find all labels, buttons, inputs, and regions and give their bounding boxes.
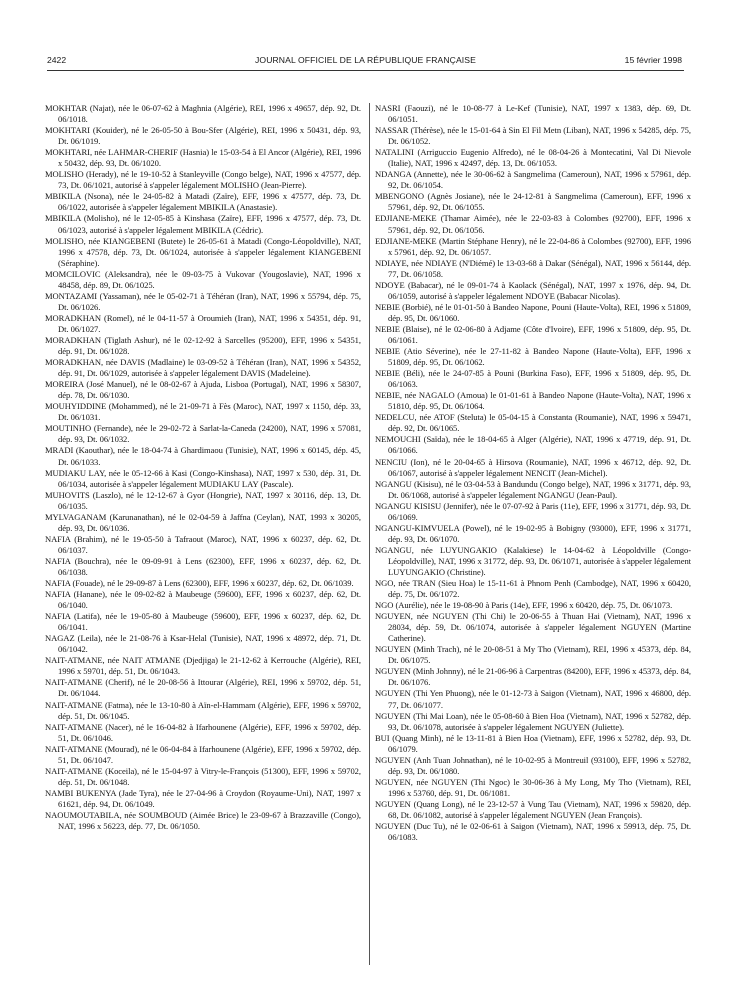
decree-entry: MYLVAGANAM (Karunanathan), né le 02-04-59 à Jaffna (Ceylan), NAT, 1993 x 30205, dép. 93, Dt. 06/1036. (45, 511, 361, 533)
decree-entry: MORADKHAN, née DAVIS (Madlaine) le 03-09-52 à Téhéran (Iran), NAT, 1996 x 54352, dép. 91, Dt. 06/1029, autorisée à s'appeler légalement DAVIS (Madeleine). (45, 357, 361, 379)
decree-entry: NGUYEN, née NGUYEN (Thi Chi) le 20-06-55 à Thuan Hai (Vietnam), NAT, 1996 x 28034, dép. 59, Dt. 06/1074, autorisée à s'appeler légalement NGUYEN (Martine Catherine). (375, 611, 691, 644)
decree-entry: NEBIE (Blaise), né le 02-06-80 à Adjame (Côte d'Ivoire), EFF, 1996 x 51809, dép. 95, Dt. 06/1061. (375, 323, 691, 345)
decree-entry: NAIT-ATMANE (Nacer), né le 16-04-82 à Ifarhounene (Algérie), EFF, 1996 x 59702, dép. 51, Dt. 06/1046. (45, 721, 361, 743)
decree-entry: NAIT-ATMANE (Fatma), née le 13-10-80 à Aïn-el-Hammam (Algérie), EFF, 1996 x 59702, dép. 51, Dt. 06/1045. (45, 699, 361, 721)
left-column (45, 103, 361, 983)
decree-entry: NAFIA (Hanane), née le 09-02-82 à Maubeuge (59600), EFF, 1996 x 60237, dép. 62, Dt. 06/1040. (45, 589, 361, 611)
decree-entry: NGUYEN (Anh Tuan Johnathan), né le 10-02-95 à Montreuil (93100), EFF, 1996 x 52782, dép. 93, Dt. 06/1080. (375, 754, 691, 776)
decree-entry: NAIT-ATMANE (Cherif), né le 20-08-56 à Ittourar (Algérie), REI, 1996 x 59702, dép. 51, Dt. 06/1044. (45, 677, 361, 699)
decree-entry: NEBIE (Borbié), né le 01-01-50 à Bandeo Napone, Pouni (Haute-Volta), REI, 1996 x 51809, dép. 95, Dt. 06/1060. (375, 301, 691, 323)
decree-entry: MORADKHAN (Romel), né le 04-11-57 à Oroumieh (Iran), NAT, 1996 x 54351, dép. 91, Dt. 06/1027. (45, 312, 361, 334)
decree-entry: NAFIA (Bouchra), née le 09-09-91 à Lens (62300), EFF, 1996 x 60237, dép. 62, Dt. 06/1038. (45, 555, 361, 577)
decree-entry: MOLISHO, née KIANGEBENI (Butete) le 26-05-61 à Matadi (Congo-Léopoldville), NAT, 1996 x 47578, dép. 73, Dt. 06/1024, autorisée à s'appeler légalement KIANGEBENI (Séraphine). (45, 235, 361, 268)
decree-entry: MOUHYIDDINE (Mohammed), né le 21-09-71 à Fès (Maroc), NAT, 1997 x 1150, dép. 33, Dt. 06/1031. (45, 401, 361, 423)
decree-entry: NENCIU (Ion), né le 20-04-65 à Hirsova (Roumanie), NAT, 1996 x 46712, dép. 92, Dt. 06/1067, autorisé à s'appeler légalement NENCIT (Jean-Michel). (375, 456, 691, 478)
decree-entry: NGUYEN, née NGUYEN (Thi Ngoc) le 30-06-36 à My Long, My Tho (Vietnam), REI, 1996 x 53760, dép. 91, Dt. 06/1081. (375, 776, 691, 798)
decree-entry: NEDELCU, née ATOF (Steluta) le 05-04-15 à Constanta (Roumanie), NAT, 1996 x 59471, dép. 92, Dt. 06/1065. (375, 412, 691, 434)
decree-entry: NGANGU (Kisisu), né le 03-04-53 à Bandundu (Congo belge), NAT, 1996 x 31771, dép. 93, Dt. 06/1068, autorisé à s'appeler légalement NGANGU (Jean-Paul). (375, 478, 691, 500)
decree-entry: NEBIE (Atio Séverine), née le 27-11-82 à Bandeo Napone (Haute-Volta), EFF, 1996 x 51809, dép. 95, Dt. 06/1062. (375, 346, 691, 368)
decree-entry: NGO, née TRAN (Sieu Hoa) le 15-11-61 à Phnom Penh (Cambodge), NAT, 1996 x 60420, dép. 75, Dt. 06/1072. (375, 578, 691, 600)
page-number: 2422 (47, 55, 67, 65)
decree-entry: EDJIANE-MEKE (Thamar Aimée), née le 22-03-83 à Colombes (92700), EFF, 1996 x 57961, dép. 92, Dt. 06/1056. (375, 213, 691, 235)
decree-entry: NATALINI (Arriguccio Eugenio Alfredo), né le 08-04-26 à Montecatini, Val Di Nievole (Italie), NAT, 1996 x 42497, dép. 13, Dt. 06/1053. (375, 147, 691, 169)
decree-entry: NAFIA (Fouade), né le 29-09-87 à Lens (62300), EFF, 1996 x 60237, dép. 62, Dt. 06/1039. (45, 578, 354, 589)
decree-entry: NEBIE, née NAGALO (Amoua) le 01-01-61 à Bandeo Napone (Haute-Volta), NAT, 1996 x 51810, dép. 95, Dt. 06/1064. (375, 390, 691, 412)
right-column (375, 103, 691, 983)
decree-entry: NDIAYE, née NDIAYE (N'Diémé) le 13-03-68 à Dakar (Sénégal), NAT, 1996 x 56144, dép. 77, Dt. 06/1058. (375, 257, 691, 279)
decree-entry: NDANGA (Annette), née le 30-06-62 à Sangmelima (Cameroun), NAT, 1996 x 57961, dép. 92, Dt. 06/1054. (375, 169, 691, 191)
decree-entry: NAGAZ (Leila), née le 21-08-76 à Ksar-Helal (Tunisie), NAT, 1996 x 48972, dép. 71, Dt. 06/1042. (45, 633, 361, 655)
decree-entry: MOKHTAR (Najat), née le 06-07-62 à Maghnia (Algérie), REI, 1996 x 49657, dép. 92, Dt. 06/1018. (45, 103, 361, 125)
decree-entry: NGANGU-KIMVUELA (Powel), né le 19-02-95 à Bobigny (93000), EFF, 1996 x 31771, dép. 93, Dt. 06/1070. (375, 522, 691, 544)
decree-entry: MOLISHO (Herady), né le 19-10-52 à Stanleyville (Congo belge), NAT, 1996 x 47577, dép. 73, Dt. 06/1021, autorisé à s'appeler légalement MOLISHO (Jean-Pierre). (45, 169, 361, 191)
decree-entry: EDJIANE-MEKE (Martin Stéphane Henry), né le 22-04-86 à Colombes (92700), EFF, 1996 x 57961, dép. 92, Dt. 06/1057. (375, 235, 691, 257)
decree-entry: MOMCILOVIC (Aleksandra), née le 09-03-75 à Vukovar (Yougoslavie), NAT, 1996 x 48458, dép. 89, Dt. 06/1025. (45, 268, 361, 290)
decree-entry: NAFIA (Latifa), née le 19-05-80 à Maubeuge (59600), EFF, 1996 x 60237, dép. 62, Dt. 06/1041. (45, 611, 361, 633)
journal-title: JOURNAL OFFICIEL DE LA RÉPUBLIQUE FRANÇAISE (255, 55, 476, 65)
running-header (0, 55, 731, 69)
decree-entry: NAIT-ATMANE (Koceila), né le 15-04-97 à Vitry-le-François (51300), EFF, 1996 x 59702, dép. 51, Dt. 06/1048. (45, 765, 361, 787)
decree-entry: NASRI (Faouzi), né le 10-08-77 à Le-Kef (Tunisie), NAT, 1997 x 1383, dép. 69, Dt. 06/1051. (375, 103, 691, 125)
decree-entry: NEMOUCHI (Saïda), née le 18-04-65 à Alger (Algérie), NAT, 1996 x 47719, dép. 91, Dt. 06/1066. (375, 434, 691, 456)
decree-entry: MBIKILA (Nsona), née le 24-05-82 à Matadi (Zaïre), EFF, 1996 x 47577, dép. 73, Dt. 06/1022, autorisée à s'appeler légalement MBIKILA (Anastasie). (45, 191, 361, 213)
decree-entry: NAIT-ATMANE, née NAIT ATMANE (Djedjiga) le 21-12-62 à Kerrouche (Algérie), REI, 1996 x 59701, dép. 51, Dt. 06/1043. (45, 655, 361, 677)
column-divider (369, 103, 370, 965)
decree-entry: NAIT-ATMANE (Mourad), né le 06-04-84 à Ifarhounene (Algérie), EFF, 1996 x 59702, dép. 51, Dt. 06/1047. (45, 743, 361, 765)
decree-entry: MRADI (Kaouthar), née le 18-04-74 à Ghardimaou (Tunisie), NAT, 1996 x 60145, dép. 45, Dt. 06/1033. (45, 445, 361, 467)
decree-entry: NAMBI BUKENYA (Jade Tyra), née le 27-04-96 à Croydon (Royaume-Uni), NAT, 1997 x 61621, dép. 94, Dt. 06/1049. (45, 787, 361, 809)
decree-entry: BUI (Quang Minh), né le 13-11-81 à Bien Hoa (Vietnam), EFF, 1996 x 52782, dép. 93, Dt. 06/1079. (375, 732, 691, 754)
decree-entry: MOREIRA (José Manuel), né le 08-02-67 à Ajuda, Lisboa (Portugal), NAT, 1996 x 58307, dép. 78, Dt. 06/1030. (45, 379, 361, 401)
decree-entry: NGO (Aurélie), née le 19-08-90 à Paris (14e), EFF, 1996 x 60420, dép. 75, Dt. 06/1073. (375, 600, 673, 611)
decree-entry: NGANGU, née LUYUNGAKIO (Kalakiese) le 14-04-62 à Léopoldville (Congo-Léopoldville), NAT, 1996 x 31772, dép. 93, Dt. 06/1071, autorisée à s'appeler légalement LUYUNGAKIO (Christine). (375, 544, 691, 577)
decree-entry: NDOYE (Babacar), né le 09-01-74 à Kaolack (Sénégal), NAT, 1997 x 1976, dép. 94, Dt. 06/1059, autorisé à s'appeler légalement NDOYE (Babacar Nicolas). (375, 279, 691, 301)
decree-entry: NGUYEN (Thi Mai Loan), née le 05-08-60 à Bien Hoa (Vietnam), NAT, 1996 x 52782, dép. 93, Dt. 06/1078, autorisée à s'appeler légalement NGUYEN (Juliette). (375, 710, 691, 732)
decree-entry: MBIKILA (Molisho), né le 12-05-85 à Kinshasa (Zaïre), EFF, 1996 x 47577, dép. 73, Dt. 06/1023, autorisé à s'appeler légalement MBIKILA (Cédric). (45, 213, 361, 235)
decree-entry: NGUYEN (Minh Trach), né le 20-08-51 à My Tho (Vietnam), REI, 1996 x 45373, dép. 84, Dt. 06/1075. (375, 644, 691, 666)
issue-date: 15 février 1998 (624, 55, 682, 65)
decree-entry: MUHOVITS (Laszlo), né le 12-12-67 à Gyor (Hongrie), NAT, 1997 x 30116, dép. 13, Dt. 06/1035. (45, 489, 361, 511)
decree-entry: NAFIA (Brahim), né le 19-05-50 à Tafraout (Maroc), NAT, 1996 x 60237, dép. 62, Dt. 06/1037. (45, 533, 361, 555)
header-rule (47, 70, 684, 71)
decree-entry: MOUTINHO (Fernande), née le 29-02-72 à Sarlat-la-Caneda (24200), NAT, 1996 x 57081, dép. 93, Dt. 06/1032. (45, 423, 361, 445)
decree-entry: NAOUMOUTABILA, née SOUMBOUD (Aimée Brice) le 23-09-67 à Brazzaville (Congo), NAT, 1996 x 56223, dép. 77, Dt. 06/1050. (45, 810, 361, 832)
decree-entry: NGUYEN (Thi Yen Phuong), née le 01-12-73 à Saigon (Vietnam), NAT, 1996 x 46800, dép. 77, Dt. 06/1077. (375, 688, 691, 710)
decree-entry: NGUYEN (Minh Johnny), né le 21-06-96 à Carpentras (84200), EFF, 1996 x 45373, dép. 84, Dt. 06/1076. (375, 666, 691, 688)
decree-entry: NEBIE (Béli), née le 24-07-85 à Pouni (Burkina Faso), EFF, 1996 x 51809, dép. 95, Dt. 06/1063. (375, 368, 691, 390)
decree-entry: MUDIAKU LAY, née le 05-12-66 à Kasi (Congo-Kinshasa), NAT, 1997 x 530, dép. 31, Dt. 06/1034, autorisée à s'appeler légalement MUDIAKU LAY (Pascale). (45, 467, 361, 489)
decree-entry: MOKHTARI (Kouider), né le 26-05-50 à Bou-Sfer (Algérie), REI, 1996 x 50431, dép. 93, Dt. 06/1019. (45, 125, 361, 147)
decree-entry: MONTAZAMI (Yassaman), née le 05-02-71 à Téhéran (Iran), NAT, 1996 x 55794, dép. 75, Dt. 06/1026. (45, 290, 361, 312)
decree-entry: NGANGU KISISU (Jennifer), née le 07-07-92 à Paris (11e), EFF, 1996 x 31771, dép. 93, Dt. 06/1069. (375, 500, 691, 522)
decree-entry: MBENGONO (Agnès Josiane), née le 24-12-81 à Sangmelima (Cameroun), EFF, 1996 x 57961, dép. 92, Dt. 06/1055. (375, 191, 691, 213)
decree-entry: NGUYEN (Duc Tu), né le 02-06-61 à Saigon (Vietnam), NAT, 1996 x 59913, dép. 75, Dt. 06/1083. (375, 821, 691, 843)
decree-entry: NGUYEN (Quang Long), né le 23-12-57 à Vung Tau (Vietnam), NAT, 1996 x 59820, dép. 68, Dt. 06/1082, autorisé à s'appeler légalement NGUYEN (Jean François). (375, 798, 691, 820)
decree-entry: MORADKHAN (Tiglath Ashur), né le 02-12-92 à Sarcelles (95200), EFF, 1996 x 54351, dép. 91, Dt. 06/1028. (45, 334, 361, 357)
decree-entry: NASSAR (Thérèse), née le 15-01-64 à Sin El Fil Metn (Liban), NAT, 1996 x 54285, dép. 75, Dt. 06/1052. (375, 125, 691, 147)
decree-entry: MOKHTARI, née LAHMAR-CHERIF (Hasnia) le 15-03-54 à El Ancor (Algérie), REI, 1996 x 50432, dép. 93, Dt. 06/1020. (45, 147, 361, 169)
